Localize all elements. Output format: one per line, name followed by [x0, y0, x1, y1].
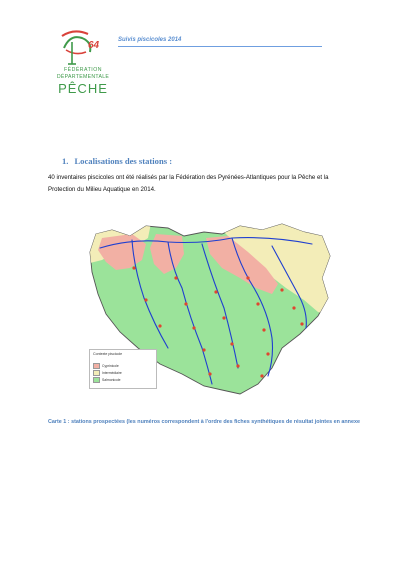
fish-logo-icon [52, 26, 114, 70]
logo-number: 64 [88, 40, 100, 51]
legend-swatch [93, 377, 100, 383]
federation-logo [52, 26, 114, 98]
legend-item-salmonicole [93, 377, 120, 382]
logo-line-departementale: DÉPARTEMENTALE [56, 74, 110, 80]
header-title: Suivis piscicoles 2014 [118, 37, 182, 43]
header-divider [118, 46, 322, 47]
logo-line-federation: FÉDÉRATION [63, 67, 103, 73]
map-caption: Carte 1 : stations prospectées (les numéros correspondent à l'ordre des fiches synthétiques de résultat jointes en annexe [48, 419, 360, 425]
legend-item-cyprinicole [93, 363, 119, 368]
section-heading [62, 156, 172, 166]
legend-label: Intermédiaire [102, 370, 122, 375]
legend-label: Cyprinicole [102, 363, 119, 368]
intro-paragraph: 40 inventaires piscicoles ont été réalisés par la Fédération des Pyrénées-Atlantiques pour la Pêche et la Protection du Milieu Aquatique en 2014. [48, 174, 329, 193]
section-number: 1. [62, 156, 69, 166]
legend-swatch [93, 363, 100, 369]
legend-label: Salmonicole [102, 377, 121, 382]
legend-title: Contexte piscicole [93, 352, 123, 356]
legend-swatch [93, 370, 100, 376]
legend-item-intermediaire [93, 370, 122, 375]
section-title-text: Localisations des stations : [74, 156, 173, 166]
map-legend [89, 349, 157, 389]
logo-line-peche: PÊCHE [58, 81, 108, 96]
